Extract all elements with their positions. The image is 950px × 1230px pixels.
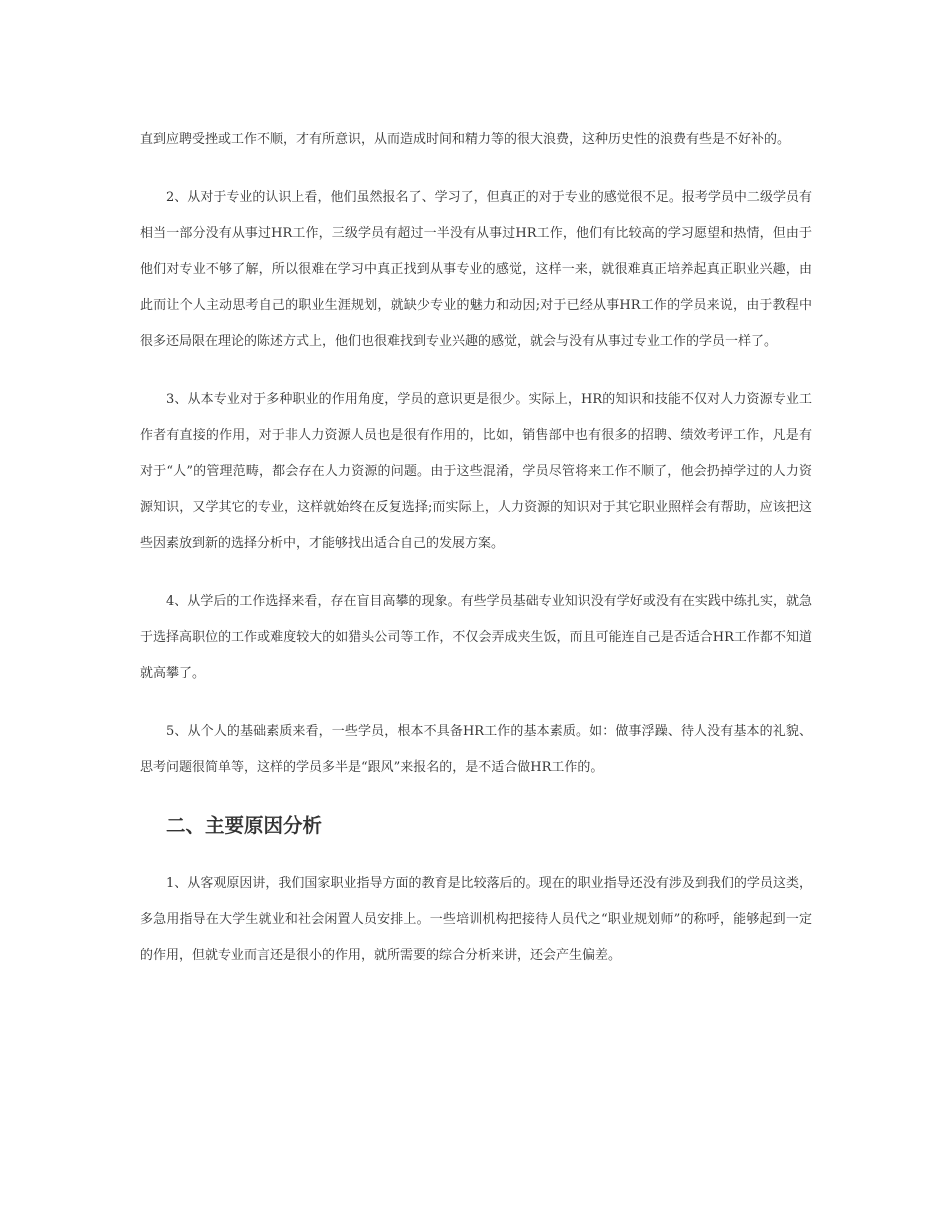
paragraph-point-5: 5、从个人的基础素质来看，一些学员，根本不具备HR工作的基本素质。如：做事浮躁、待人没有基本的礼貌、思考问题很简单等，这样的学员多半是“跟风”来报名的，是不适合做HR工作的。 — [140, 724, 812, 775]
paragraph-point-2: 2、从对于专业的认识上看，他们虽然报名了、学习了，但真正的对于专业的感觉很不足。报考学员中二级学员有相当一部分没有从事过HR工作，三级学员有超过一半没有从事过HR工作，他们有比较高的学习愿望和热情，但由于他们对专业不够了解，所以很难在学习中真正找到从事专业的感觉，这样一来，就很难真正培养起真正职业兴趣，由此而让个人主动思考自己的职业生涯规划，就缺少专业的魅力和动因;对于已经从事HR工作的学员来说，由于教程中很多还局限在理论的陈述方式上，他们也很难找到专业兴趣的感觉，就会与没有从事过专业工作的学员一样了。 — [140, 190, 812, 349]
section-heading: 二、主要原因分析 — [166, 814, 323, 837]
paragraph-gap — [140, 158, 812, 180]
paragraph-gap — [140, 844, 812, 866]
paragraph-point-4: 4、从学后的工作选择来看，存在盲目高攀的现象。有些学员基础专业知识没有学好或没有在实践中练扎实，就急于选择高职位的工作或难度较大的如猎头公司等工作，不仅会弄成夹生饭，而且可能连自己是否适合HR工作都不知道就高攀了。 — [140, 594, 812, 681]
paragraph-point-3: 3、从本专业对于多种职业的作用角度，学员的意识更是很少。实际上，HR的知识和技能不仅对人力资源专业工作者有直接的作用，对于非人力资源人员也是很有作用的，比如，销售部中也有很多的招聘、绩效考评工作，凡是有对于“人”的管理范畴，都会存在人力资源的问题。由于这些混淆，学员尽管将来工作不顺了，他会扔掉学过的人力资源知识，又学其它的专业，这样就始终在反复选择;而实际上，人力资源的知识对于其它职业照样会有帮助，应该把这些因素放到新的选择分析中，才能够找出适合自己的发展方案。 — [140, 392, 812, 551]
paragraph-gap — [140, 562, 812, 584]
paragraph-gap — [140, 786, 812, 808]
document-page — [140, 122, 812, 974]
paragraph-cause-1: 1、从客观原因讲，我们国家职业指导方面的教育是比较落后的。现在的职业指导还没有涉及到我们的学员这类，多急用指导在大学生就业和社会闲置人员安排上。一些培训机构把接待人员代之“职业规划师”的称呼，能够起到一定的作用，但就专业而言还是很小的作用，就所需要的综合分析来讲，还会产生偏差。 — [140, 876, 812, 963]
paragraph-gap — [140, 692, 812, 714]
paragraph-gap — [140, 360, 812, 382]
paragraph-continuation: 直到应聘受挫或工作不顺，才有所意识，从而造成时间和精力等的很大浪费，这种历史性的浪费有些是不好补的。 — [140, 132, 791, 147]
